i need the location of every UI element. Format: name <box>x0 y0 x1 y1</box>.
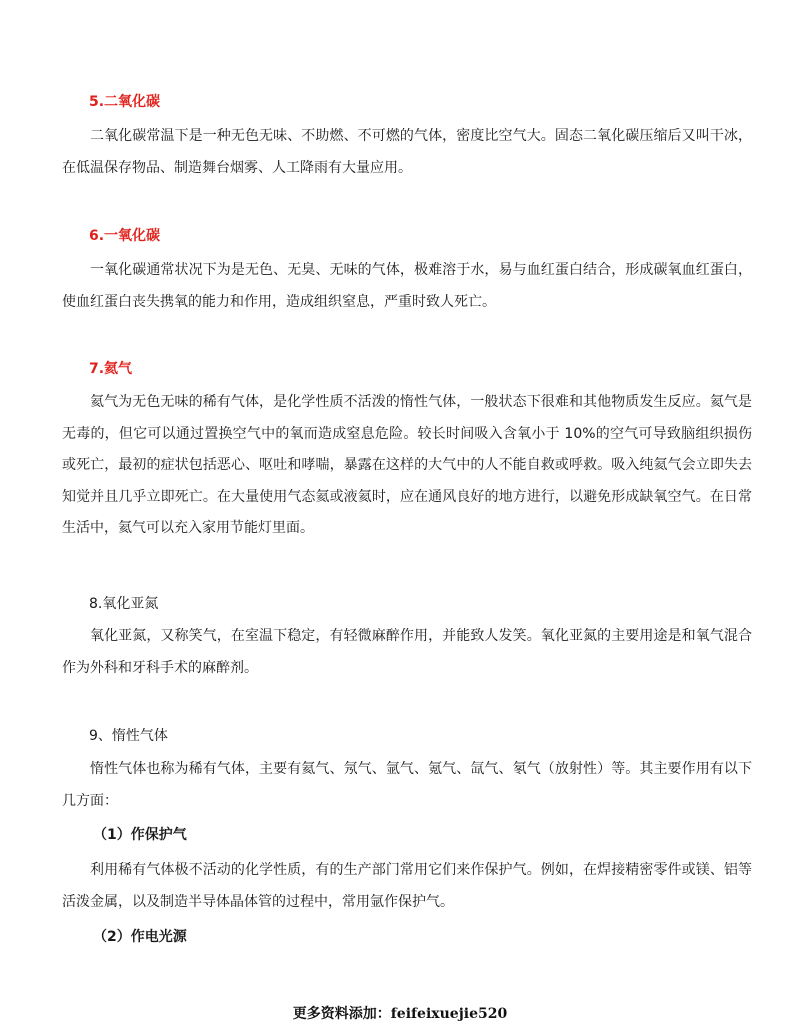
section-paragraph-carbon-dioxide: 二氧化碳常温下是一种无色无味、不助燃、不可燃的气体，密度比空气大。固态二氧化碳压缩后又叫干冰，在低温保存物品、制造舞台烟雾、人工降雨有大量应用。 <box>62 128 752 176</box>
section-heading-inert-gases: 9、惰性气体 <box>89 728 168 744</box>
subheading-electric-light-source: （2）作电光源 <box>93 929 187 945</box>
section-heading-helium: 7.氦气 <box>89 361 133 377</box>
section-heading-nitrous-oxide: 8.氧化亚氮 <box>89 596 159 612</box>
section-paragraph-inert-gases: 惰性气体也称为稀有气体，主要有氦气、氖气、氩气、氪气、氙气、氡气（放射性）等。其主要作用有以下几方面： <box>62 761 752 809</box>
subheading-protective-gas: （1）作保护气 <box>93 827 187 843</box>
section-paragraph-nitrous-oxide: 氧化亚氮，又称笑气，在室温下稳定，有轻微麻醉作用，并能致人发笑。氧化亚氮的主要用途是和氧气混合作为外科和牙科手术的麻醉剂。 <box>62 628 752 676</box>
section-paragraph-carbon-monoxide: 一氧化碳通常状况下为是无色、无臭、无味的气体，极难溶于水，易与血红蛋白结合，形成碳氧血红蛋白，使血红蛋白丧失携氧的能力和作用，造成组织窒息，严重时致人死亡。 <box>62 262 752 310</box>
section-heading-carbon-monoxide: 6.一氧化碳 <box>89 228 161 244</box>
section-heading-carbon-dioxide: 5.二氧化碳 <box>89 94 161 110</box>
paragraph-protective-gas: 利用稀有气体极不活动的化学性质，有的生产部门常用它们来作保护气。例如，在焊接精密零件或镁、铝等活泼金属，以及制造半导体晶体管的过程中，常用氩作保护气。 <box>62 862 752 910</box>
section-paragraph-helium: 氦气为无色无味的稀有气体，是化学性质不活泼的惰性气体，一般状态下很难和其他物质发生反应。氦气是无毒的，但它可以通过置换空气中的氧而造成窒息危险。较长时间吸入含氧小于 10%的空气可导致脑组织损伤或死亡，最初的症状包括恶心、呕吐和哮喘，暴露在这样的大气中的人不能自救或呼救。吸入纯氦气会立即失去知觉并且几乎立即死亡。在大量使用气态氦或液氦时，应在通风良好的地方进行，以避免形成缺氧空气。在日常生活中，氦气可以充入家用节能灯里面。 <box>62 394 752 536</box>
footer-contact-note: 更多资料添加：feifeixuejie520 <box>292 1006 508 1022</box>
